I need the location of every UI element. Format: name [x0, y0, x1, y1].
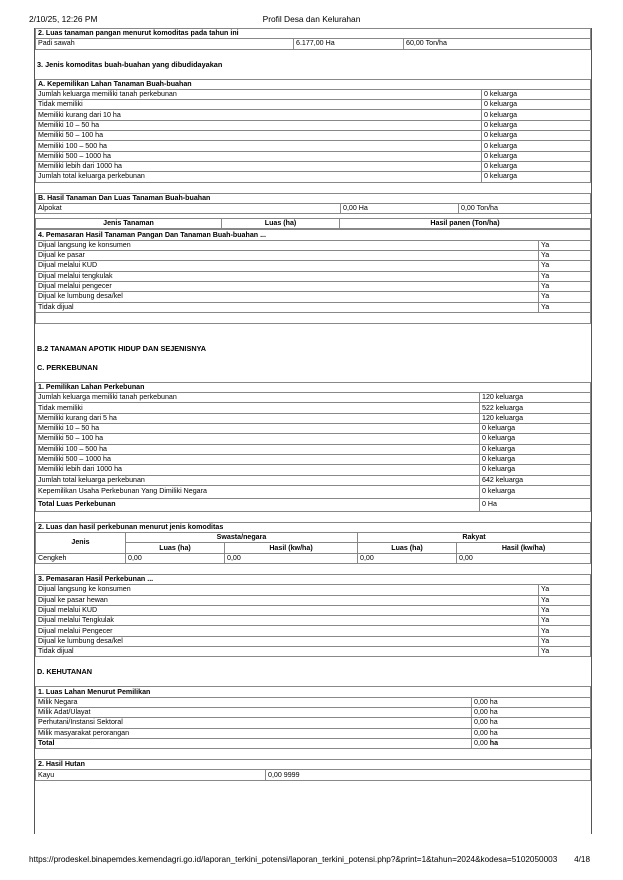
table-title: B. Hasil Tanaman Dan Luas Tanaman Buah-buahan [36, 193, 591, 203]
row-value: 0 keluarga [482, 141, 591, 151]
row-value: Ya [539, 271, 591, 281]
row-label: Memiliki kurang dari 5 ha [36, 413, 480, 423]
row-label: Memiliki 10 – 50 ha [36, 424, 480, 434]
row-label: Milik Adat/Ulayat [36, 707, 472, 717]
row-value: Ya [539, 251, 591, 261]
row-value: Ya [539, 585, 591, 595]
row-value: Ya [539, 292, 591, 302]
print-title: Profil Desa dan Kelurahan [262, 14, 361, 24]
row-label: Dijual langsung ke konsumen [36, 585, 539, 595]
table-row: Total 0,00 ha [36, 738, 591, 748]
table-title: 2. Hasil Hutan [36, 760, 591, 770]
row-value: Ya [539, 605, 591, 615]
row-label: Dijual melalui pengecer [36, 281, 539, 291]
row-label: Tidak dijual [36, 302, 539, 312]
table-row [36, 141, 591, 151]
column-header-swasta: Swasta/negara [126, 533, 358, 543]
table-row [36, 434, 591, 444]
row-label: Dijual melalui Pengecer [36, 626, 539, 636]
table-row: Kepemilikan Usaha Perkebunan Yang Dimiliki Negara 0 keluarga [36, 485, 591, 498]
row-value: Ya [539, 626, 591, 636]
row-value: 120 keluarga [480, 393, 591, 403]
row-label: Tidak dijual [36, 647, 539, 657]
table-row [36, 393, 591, 403]
row-value: 0 keluarga [482, 100, 591, 110]
row-label: Dijual melalui tengkulak [36, 271, 539, 281]
table-row [36, 465, 591, 475]
row-label: Memiliki 500 – 1000 ha [36, 151, 482, 161]
row-value: Ya [539, 616, 591, 626]
row-label: Dijual langsung ke konsumen [36, 240, 539, 250]
section-heading-c: C. PERKEBUNAN [37, 362, 98, 372]
table-row [36, 120, 591, 130]
table-row [36, 424, 591, 434]
column-header-hasil: Hasil (kw/ha) [225, 543, 358, 553]
table-title: 2. Luas tanaman pangan menurut komoditas pada tahun ini [36, 29, 591, 39]
row-value: 0 keluarga [482, 131, 591, 141]
print-header [29, 14, 594, 26]
table-row [36, 261, 591, 271]
row-label: Jumlah keluarga memiliki tanah perkebunan [36, 393, 480, 403]
row-value: Ya [539, 636, 591, 646]
row-value: Ya [539, 647, 591, 657]
row-value: 0 keluarga [480, 444, 591, 454]
row-label: Jumlah total keluarga perkebunan [36, 475, 480, 485]
table-row [36, 475, 591, 485]
row-value: 0,00 ha [472, 718, 591, 728]
row-value: 0,00 ha [472, 707, 591, 717]
table-row [36, 131, 591, 141]
table-row [36, 110, 591, 120]
table-row [36, 647, 591, 657]
table-row [36, 151, 591, 161]
table-pemilikan-kebun [35, 382, 591, 512]
right-border [591, 28, 592, 834]
table-title: 2. Luas dan hasil perkebunan menurut jenis komoditas [36, 522, 591, 532]
row-value: 0,00 ha [472, 728, 591, 738]
row-value: Ya [539, 261, 591, 271]
column-header-hasil: Hasil (kw/ha) [457, 543, 591, 553]
table-row [36, 728, 591, 738]
table-row [36, 302, 591, 312]
table-title: 1. Pemilikan Lahan Perkebunan [36, 382, 591, 392]
row-label: Dijual ke lumbung desa/kel [36, 292, 539, 302]
table-title: 3. Pemasaran Hasil Perkebunan ... [36, 574, 591, 584]
row-label: Jumlah total keluarga perkebunan [36, 172, 482, 182]
table-title: A. Kepemilikan Lahan Tanaman Buah-buahan [36, 79, 591, 89]
section-heading-d: D. KEHUTANAN [37, 667, 92, 677]
row-label: Memiliki 100 – 500 ha [36, 444, 480, 454]
row-label: Memiliki lebih dari 1000 ha [36, 465, 480, 475]
table-luas-hutan [35, 686, 591, 749]
table-hasil-buah [35, 193, 591, 215]
row-label: Dijual melalui Tengkulak [36, 616, 539, 626]
report-content [35, 28, 591, 838]
table-kepemilikan-buah [35, 79, 591, 183]
table-row: Kayu 0,00 9999 [36, 770, 591, 780]
row-value: 0 keluarga [480, 434, 591, 444]
row-value: 0 keluarga [480, 424, 591, 434]
table-row [36, 271, 591, 281]
print-footer [29, 855, 594, 867]
row-value: 120 keluarga [480, 413, 591, 423]
table-row [36, 697, 591, 707]
row-value: 0 keluarga [482, 120, 591, 130]
table-row [36, 240, 591, 250]
table-row [36, 444, 591, 454]
row-value: 522 keluarga [480, 403, 591, 413]
row-label: Tidak memiliki [36, 100, 482, 110]
row-label: Dijual melalui KUD [36, 261, 539, 271]
column-header-jenis: Jenis [36, 533, 126, 554]
table-luas-pangan [35, 28, 591, 50]
row-value: 0 keluarga [482, 161, 591, 171]
row-value: 0 keluarga [480, 465, 591, 475]
table-row: Alpokat 0,00 Ha 0,00 Ton/ha [36, 203, 591, 213]
row-label: Memiliki 50 – 100 ha [36, 434, 480, 444]
table-row [36, 292, 591, 302]
row-value: 0 keluarga [482, 172, 591, 182]
table-title: 1. Luas Lahan Menurut Pemilikan [36, 687, 591, 697]
row-value: Ya [539, 595, 591, 605]
row-label: Dijual ke pasar [36, 251, 539, 261]
section-heading: 3. Jenis komoditas buah-buahan yang dibudidayakan [37, 59, 223, 69]
row-value: 0,00 ha [472, 697, 591, 707]
table-row [36, 707, 591, 717]
row-label: Milik masyarakat perorangan [36, 728, 472, 738]
column-header-hasil: Hasil panen (Ton/ha) [340, 219, 591, 229]
page-url: https://prodeskel.binapemdes.kemendagri.go.id/laporan_terkini_potensi/laporan_terkini_potensi.php?&print=1&tahun=2024&kodesa=5102050003 [29, 855, 558, 864]
column-header-luas: Luas (ha) [358, 543, 457, 553]
row-label: Memiliki lebih dari 1000 ha [36, 161, 482, 171]
table-jenis-header [35, 218, 591, 229]
row-value: 0 keluarga [482, 89, 591, 99]
row-value: Ya [539, 281, 591, 291]
row-label: Milik Negara [36, 697, 472, 707]
table-row [36, 403, 591, 413]
section-heading-b2: B.2 TANAMAN APOTIK HIDUP DAN SEJENISNYA [37, 343, 207, 353]
table-row [36, 636, 591, 646]
page-number: 4/18 [574, 855, 590, 864]
table-row [36, 413, 591, 423]
row-label: Dijual ke pasar hewan [36, 595, 539, 605]
table-hasil-hutan [35, 759, 591, 781]
table-row: Padi sawah 6.177,00 Ha 60,00 Ton/ha [36, 39, 591, 49]
print-datetime: 2/10/25, 12:26 PM [29, 14, 98, 24]
row-label: Dijual melalui KUD [36, 605, 539, 615]
table-row [36, 161, 591, 171]
row-label: Memiliki 10 – 50 ha [36, 120, 482, 130]
table-row [36, 626, 591, 636]
column-header-luas: Luas (ha) [222, 219, 340, 229]
row-label: Memiliki kurang dari 10 ha [36, 110, 482, 120]
table-row [36, 605, 591, 615]
row-label: Jumlah keluarga memiliki tanah perkebunan [36, 89, 482, 99]
row-label: Tidak memiliki [36, 403, 480, 413]
table-pemasaran-kebun [35, 574, 591, 657]
row-value: 642 keluarga [480, 475, 591, 485]
row-value: Ya [539, 240, 591, 250]
table-row: Total Luas Perkebunan 0 Ha [36, 498, 591, 511]
row-label: Perhutani/Instansi Sektoral [36, 718, 472, 728]
row-value: 0 keluarga [480, 454, 591, 464]
row-value: 0 keluarga [482, 151, 591, 161]
table-row [36, 89, 591, 99]
table-row [36, 595, 591, 605]
column-header-rakyat: Rakyat [358, 533, 591, 543]
table-row [36, 616, 591, 626]
row-value: 0 keluarga [482, 110, 591, 120]
row-value: Ya [539, 302, 591, 312]
table-row [36, 100, 591, 110]
table-row [36, 585, 591, 595]
row-label: Dijual ke lumbung desa/kel [36, 636, 539, 646]
table-luas-kebun [35, 522, 591, 564]
table-row [36, 251, 591, 261]
table-row [36, 281, 591, 291]
table-title: 4. Pemasaran Hasil Tanaman Pangan Dan Tanaman Buah-buahan ... [36, 230, 591, 240]
table-row: Cengkeh 0,00 0,00 0,00 0,00 [36, 553, 591, 563]
table-row [36, 718, 591, 728]
row-label: Memiliki 500 – 1000 ha [36, 454, 480, 464]
table-pemasaran-buah [35, 229, 591, 323]
column-header-jenis: Jenis Tanaman [36, 219, 222, 229]
table-row [36, 172, 591, 182]
row-label: Memiliki 100 – 500 ha [36, 141, 482, 151]
row-label: Memiliki 50 – 100 ha [36, 131, 482, 141]
column-header-luas: Luas (ha) [126, 543, 225, 553]
table-row [36, 454, 591, 464]
